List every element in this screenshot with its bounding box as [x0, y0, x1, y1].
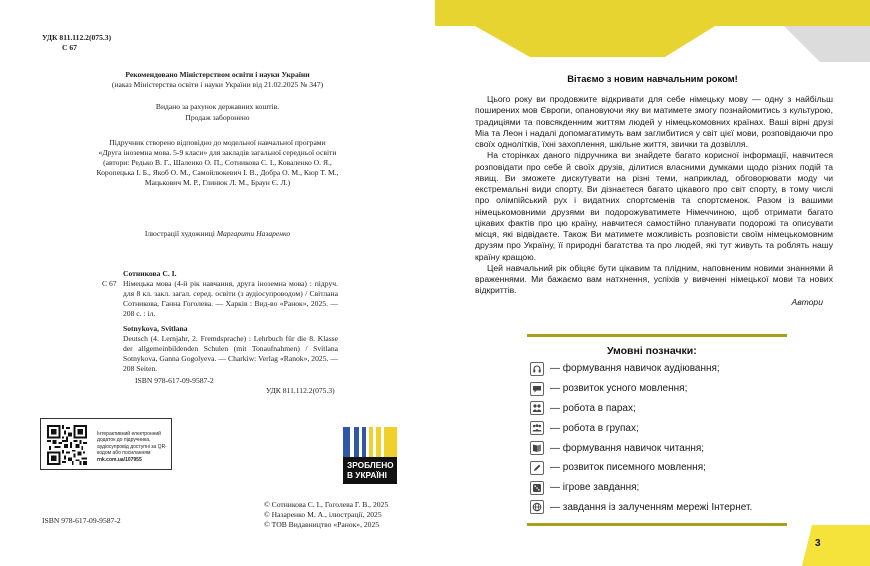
legend-title: Умовні позначки:	[607, 345, 697, 357]
legend-label: — завдання із залученням мережі Інтернет.	[550, 501, 753, 513]
legend-label: — розвиток писемного мовлення;	[550, 462, 706, 474]
legend-label: — формування навичок читання;	[550, 442, 705, 454]
legend-item	[530, 418, 850, 438]
made-in-ukraine-logo	[343, 427, 398, 484]
qr-code-icon[interactable]	[47, 425, 87, 465]
copyright-line: © Сотникова С. І., Гоголева Г. В., 2025	[264, 500, 389, 509]
legend-list	[530, 359, 850, 517]
program-line: Підручник створено відповідно до модельної навчальної програми	[109, 138, 326, 147]
dice-icon	[530, 481, 544, 495]
intro-paragraph-1: Цього року ви продовжите відкривати для себе німецьку мову — одну з найбільш поширених мов Європи, опановуючи яку ви матимете змогу познайомитись з культурою, традиціями та повсякденним життям людей у німецькомовних країнах. Ваші вірні друзі Міа та Леон і надалі допомагатимуть вам заглибитися у світ цієї мови, розповідаючи про своїх однолітків, їхні захоплення, шкільне життя, звички та дозвілля.	[475, 94, 833, 149]
recommendation-line: Рекомендовано Міністерством освіти і науки України	[125, 70, 310, 79]
legend-label: — розвиток усного мовлення;	[550, 383, 688, 395]
illustrations-credit	[40, 229, 395, 239]
legend-top-rule	[527, 334, 787, 337]
legend-item	[530, 379, 850, 399]
class-code-top: С 67	[62, 43, 77, 52]
program-line: (автори: Редько В. Г., Шаленко О. П., Сотникова С. І., Коваленко О. Я.,	[103, 158, 332, 167]
ua-class-code: С 67	[102, 279, 117, 288]
book-icon	[530, 441, 544, 455]
header-decoration	[435, 0, 870, 62]
globe-icon	[530, 500, 544, 514]
intro-text	[475, 94, 833, 297]
intro-paragraph-2: На сторінках даного підручника ви знайдете багато корисної інформації, навчитеся розповідати про себе й своїх друзів, ділитися власними думками щодо різних подій та явищ. Ви зможете дискутувати на різні теми, наприклад, обговорювати моду чи екстремальні види спорту. Ви дізнаєтеся багато цікавого про світ спорту, в тому числі про олімпійський рух і видатних спортсменів та спортсменок. Разом із вашими німецькомовними друзями ви подорожуватимете Німеччиною, щоб отримати багато цікавих фактів про цю країну, навчитеся самостійно планувати подорожі та описувати місця, які відвідаєте. Також Ви матимете можливість розповісти своїм німецькомовним друзям про Україну, її природні багатства та про людей, які тут живуть та роблять нашу країну кращою.	[475, 150, 833, 262]
legend-item	[530, 438, 850, 458]
legend-label: — робота в парах;	[550, 402, 636, 414]
page-number-corner	[802, 525, 870, 566]
program-line: Мацькович М. Р., Глинюк Л. М., Браун Є. Л.)	[144, 178, 291, 187]
legend-item	[530, 498, 850, 518]
legend-label: — формування навичок аудіювання;	[550, 363, 720, 375]
de-author: Sotnykova, Svitlana	[123, 324, 188, 333]
flag-stripes-icon	[343, 427, 397, 457]
legend-label: — робота в групах;	[550, 422, 639, 434]
group-icon	[530, 421, 544, 435]
pair-icon	[530, 401, 544, 415]
greeting-heading: Вітаємо з новим навчальним роком!	[567, 73, 738, 84]
qr-text: Інтерактивний електронний додаток до підручника, аудіосупровід доступні за QR-кодом або посиланням	[97, 431, 167, 457]
speech-bubble-icon	[530, 382, 544, 396]
isbn-bottom: ISBN 978-617-09-9587-2	[42, 516, 121, 525]
pencil-icon	[530, 461, 544, 475]
illustrator-name: Маргарити Назаренко	[216, 229, 291, 238]
de-description: Deutsch (4. Lernjahr, 2. Fremdsprache) : Lehrbuch für die 8. Klasse der allgemeinbildenden Schulen (mit Tonaufnahmen) / Svitlana Sotnykova, Ganna Gogolyeva. — Charkiw: Verlag «Ranok», 2025. — 208 Seiten.	[123, 334, 338, 373]
copyright-block	[264, 500, 388, 530]
program-line: «Друга іноземна мова. 5-9 класи» для закладів загальної середньої освіти	[98, 148, 337, 157]
intro-paragraph-3: Цей навчальний рік обіцяє бути цікавим та плідним, наповненим новими знаннями й враженнями. Ми бажаємо вам натхнення, успіхів у вивченні німецької мови та нових відкриттів.	[475, 262, 833, 296]
ua-description: Німецька мова (4-й рік навчання, друга іноземна мова) : підруч. для 8 кл. закл. загал. серед. освіти (з аудіосупроводом) / Світлана Сотникова, Ганна Гоголева. — Харків : Вид-во «Ранок», 2025. — 208 с. : іл.	[123, 279, 338, 318]
legend-label: — ігрове завдання;	[550, 482, 640, 494]
headphones-icon	[530, 362, 544, 376]
legend-item	[530, 399, 850, 419]
legend-item	[530, 359, 850, 379]
logo-line-1: ЗРОБЛЕНО	[347, 460, 394, 470]
signature: Автори	[791, 297, 823, 307]
copyright-line: © Назаренко М. А., ілюстрації, 2025	[264, 510, 382, 519]
ua-author: Сотникова С. І.	[123, 269, 177, 278]
logo-line-2: В УКРАЇНІ	[347, 470, 387, 480]
isbn-inline: ISBN 978-617-09-9587-2	[135, 376, 214, 385]
made-in-ukraine-badge	[343, 457, 397, 484]
qr-code-box[interactable]	[40, 418, 172, 470]
not-for-sale-note: Продаж заборонено	[185, 113, 250, 122]
udc-code-top: УДК 811.112.2(075.3)	[42, 33, 112, 42]
legend-item	[530, 478, 850, 498]
intro-page	[435, 0, 870, 566]
program-info	[40, 138, 395, 188]
funding-note: Видано за рахунок державних коштів.	[155, 102, 280, 111]
legend-bottom-rule	[527, 523, 787, 526]
copyright-line: © ТОВ Видавництво «Ранок», 2025	[264, 520, 380, 529]
ministry-order: (наказ Міністерства освіти і науки України від 21.02.2025 № 347)	[111, 80, 324, 89]
program-line: Коропецька І. Б., Якоб О. М., Самойлюкевич І. В., Добра О. М., Кюр Т. М.,	[96, 168, 339, 177]
qr-link[interactable]: rnk.com.ua/107955	[97, 456, 142, 463]
udc-code-bottom: УДК 811.112.2(075.3)	[266, 386, 335, 395]
legend-item	[530, 458, 850, 478]
qr-description	[97, 431, 171, 463]
illustrations-prefix: Ілюстрації художниці	[144, 229, 217, 238]
page-number: 3	[815, 538, 821, 549]
